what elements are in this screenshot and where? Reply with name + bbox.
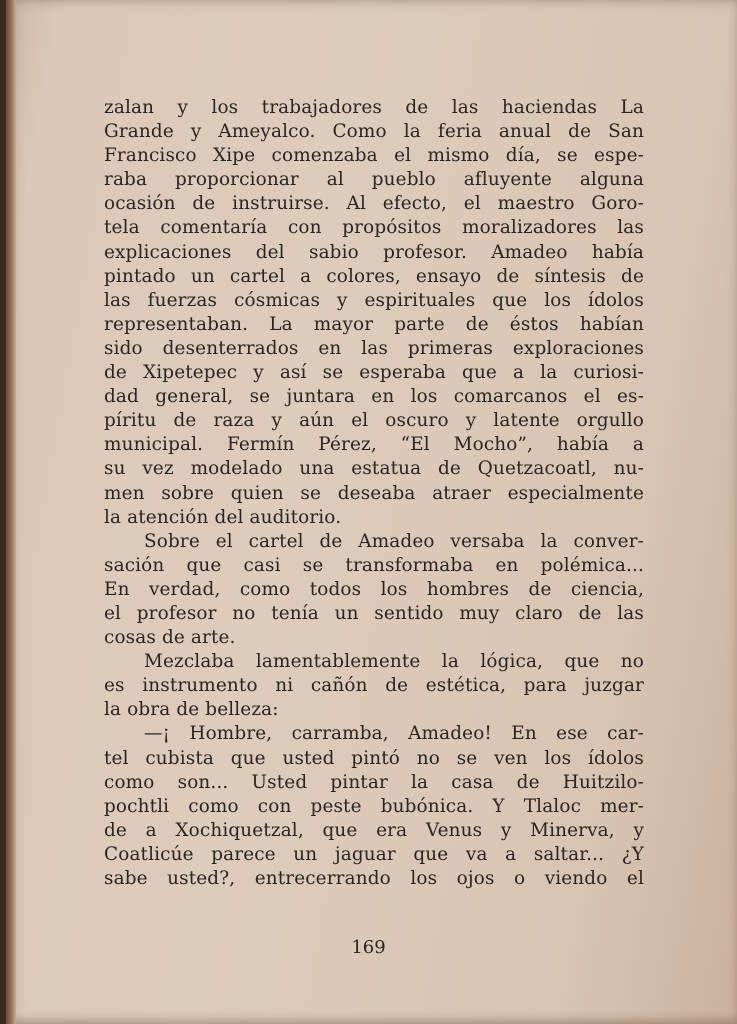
text-line: su vez modelado una estatua de Quetzacoatl, nu- (104, 458, 644, 480)
text-line: men sobre quien se deseaba atraer especialmente (104, 482, 644, 504)
page-number: 169 (351, 937, 386, 958)
text-line: píritu de raza y aún el oscuro y latente orgullo (104, 410, 644, 432)
text-line: representaban. La mayor parte de éstos habían (104, 313, 644, 335)
text-line: como son... Usted pintar la casa de Huitzilo- (104, 771, 644, 793)
text-line: cosas de arte. (104, 627, 236, 649)
text-line: Francisco Xipe comenzaba el mismo día, se espe- (104, 145, 644, 167)
text-line: sación que casi se transformaba en polémica... (104, 554, 644, 576)
text-line: de Xipetepec y así se esperaba que a la curiosi- (104, 362, 644, 384)
text-line: es instrumento ni cañón de estética, para juzgar (104, 675, 644, 697)
text-line: raba proporcionar al pueblo afluyente alguna (104, 169, 644, 191)
text-line: Coatlicúe parece un jaguar que va a saltar... ¿Y (104, 843, 644, 865)
text-line: tel cubista que usted pintó no se ven los ídolos (104, 747, 644, 769)
text-line: de a Xochiquetzal, que era Venus y Minerva, y (104, 819, 644, 841)
text-line: municipal. Fermín Pérez, “El Mocho”, había a (104, 434, 644, 456)
text-line: explicaciones del sabio profesor. Amadeo había (104, 241, 644, 263)
text-line: Sobre el cartel de Amadeo versaba la conver- (144, 530, 644, 552)
page-binding-edge (6, 0, 16, 1024)
text-line: En verdad, como todos los hombres de ciencia, (104, 578, 644, 600)
body-text (104, 96, 644, 891)
text-line: tela comentaría con propósitos moralizadores las (104, 217, 644, 239)
text-line: las fuerzas cósmicas y espirituales que los ídolos (104, 289, 644, 311)
text-line: sido desenterrados en las primeras exploraciones (104, 337, 644, 359)
text-line: —¡ Hombre, carramba, Amadeo! En ese car- (144, 723, 644, 745)
text-line: zalan y los trabajadores de las haciendas La (104, 97, 644, 118)
text-line: Grande y Ameyalco. Como la feria anual de San (104, 121, 644, 143)
text-line: dad general, se juntara en los comarcanos el es- (104, 386, 644, 408)
text-line: pochtli como con peste bubónica. Y Tlaloc mer- (104, 795, 644, 817)
text-line: el profesor no tenía un sentido muy claro de las (104, 602, 644, 624)
text-line: pintado un cartel a colores, ensayo de síntesis de (104, 265, 644, 287)
text-line: sabe usted?, entrecerrando los ojos o viendo el (104, 868, 644, 889)
text-line: ocasión de instruirse. Al efecto, el maestro Goro- (104, 193, 644, 215)
text-line: Mezclaba lamentablemente la lógica, que no (144, 651, 644, 673)
text-line: la obra de belleza: (104, 699, 279, 721)
text-line: la atención del auditorio. (104, 506, 342, 528)
